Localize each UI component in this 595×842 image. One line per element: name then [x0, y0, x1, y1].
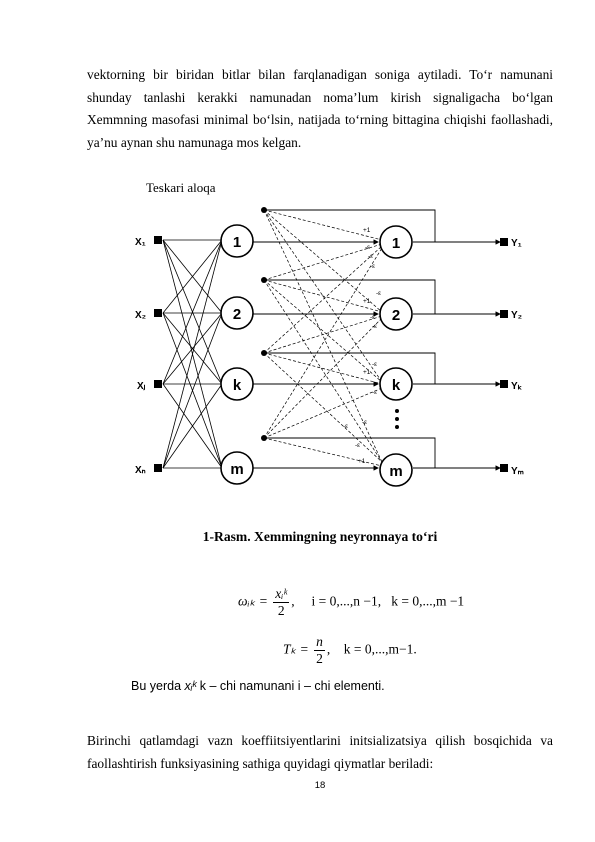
svg-text:-ε: -ε — [370, 263, 376, 270]
svg-text:-ε: -ε — [343, 423, 349, 430]
layer2-nodes — [380, 226, 412, 486]
formula1-fraction — [273, 586, 289, 619]
layer1-node-2: 2 — [232, 306, 242, 323]
formula2-numerator: n — [316, 634, 323, 649]
svg-text:-ε: -ε — [368, 253, 374, 260]
layer1-node-m: m — [230, 461, 244, 478]
formula2-denominator: 2 — [316, 651, 323, 666]
svg-text:-ε: -ε — [372, 389, 378, 396]
note-symbol: xᵢᵏ — [184, 679, 197, 693]
output-connections — [413, 242, 500, 468]
output-terminals — [500, 238, 508, 472]
layer1-node-k: k — [232, 377, 242, 394]
output-label-1: Y₁ — [511, 238, 522, 249]
page-number: 18 — [314, 780, 326, 791]
svg-text:-ε: -ε — [365, 244, 371, 251]
formula2-fraction — [314, 634, 325, 667]
note-prefix: Bu yerda — [131, 679, 182, 693]
input-label-j: Xⱼ — [137, 381, 146, 392]
formula1-denominator: 2 — [277, 603, 285, 618]
input-label-1: X₁ — [135, 237, 146, 248]
bottom-paragraph: Birinchi qatlamdagi vazn koeffiitsiyentlarini initsializatsiya qilish bosqichida va faollashtirish funksiyasining sathiga quyidagi qiymatlar beriladi: — [87, 733, 553, 771]
svg-text:-ε: -ε — [376, 290, 382, 297]
svg-text:+1: +1 — [363, 369, 371, 376]
note-text: k – chi namunani i – chi elementi. — [199, 679, 385, 693]
weight-labels — [343, 227, 381, 465]
input-label-2: X₂ — [135, 310, 147, 321]
hamming-network-diagram — [130, 200, 540, 500]
figure-caption: 1-Rasm. Xemmingning neyronnaya to‘ri — [202, 529, 438, 544]
input-connections — [163, 240, 222, 468]
formula2-lhs: Tₖ = — [283, 641, 309, 657]
svg-text:-ε: -ε — [362, 419, 368, 426]
formula-note — [131, 679, 385, 693]
formula1-cond-k: k = 0,...,m −1 — [391, 593, 465, 609]
output-label-m: Yₘ — [511, 466, 524, 477]
svg-text:-ε: -ε — [372, 361, 378, 368]
input-label-n: Xₙ — [135, 465, 146, 476]
formula1-lhs: ωᵢₖ = — [238, 593, 268, 609]
svg-text:+1: +1 — [363, 298, 371, 305]
feedback-label: Teskari aloqa — [146, 180, 216, 195]
formula-weights: ωᵢₖ = $\frac{\text{xᵢᵏ}}{2}$ , i = 0,...,n −1, k = 0,...,m −1 — [238, 586, 465, 618]
layer2-node-m: m — [389, 463, 403, 480]
formula1-cond-i: i = 0,...,n −1, — [311, 593, 382, 609]
svg-text:-ε: -ε — [372, 323, 378, 330]
output-label-k: Yₖ — [511, 381, 522, 392]
layer2-node-2: 2 — [391, 307, 401, 324]
intro-paragraph: vektorning bir biridan bitlar bilan farqlanadigan soniga aytiladi. To‘r namunani shunday tanlashi kerakki namunadan noma’lum kirish signaligacha bo‘lgan Xemmning masofasi minimal bo‘lsin, natijada to‘rning bittagina chiqishi faollashadi, ya’nu aynan shu namunaga mos kelgan. — [87, 67, 553, 150]
layer2-node-1: 1 — [391, 235, 401, 252]
svg-text:-ε: -ε — [355, 442, 361, 449]
svg-text:+1: +1 — [363, 227, 371, 234]
formula-thresholds: Tₖ = $\frac{n}{2}$ , k = 0,...,m−1. — [283, 634, 417, 666]
svg-text:-ε: -ε — [370, 314, 376, 321]
formula1-numerator: xᵢᵏ — [275, 586, 288, 601]
svg-text:+1: +1 — [358, 458, 366, 465]
output-label-2: Y₂ — [511, 310, 523, 321]
layer1-node-1: 1 — [232, 234, 242, 251]
input-terminals — [154, 236, 162, 472]
layer1-nodes — [221, 225, 253, 484]
layer2-node-k: k — [391, 377, 401, 394]
formula2-cond-k: k = 0,...,m−1. — [343, 641, 417, 657]
